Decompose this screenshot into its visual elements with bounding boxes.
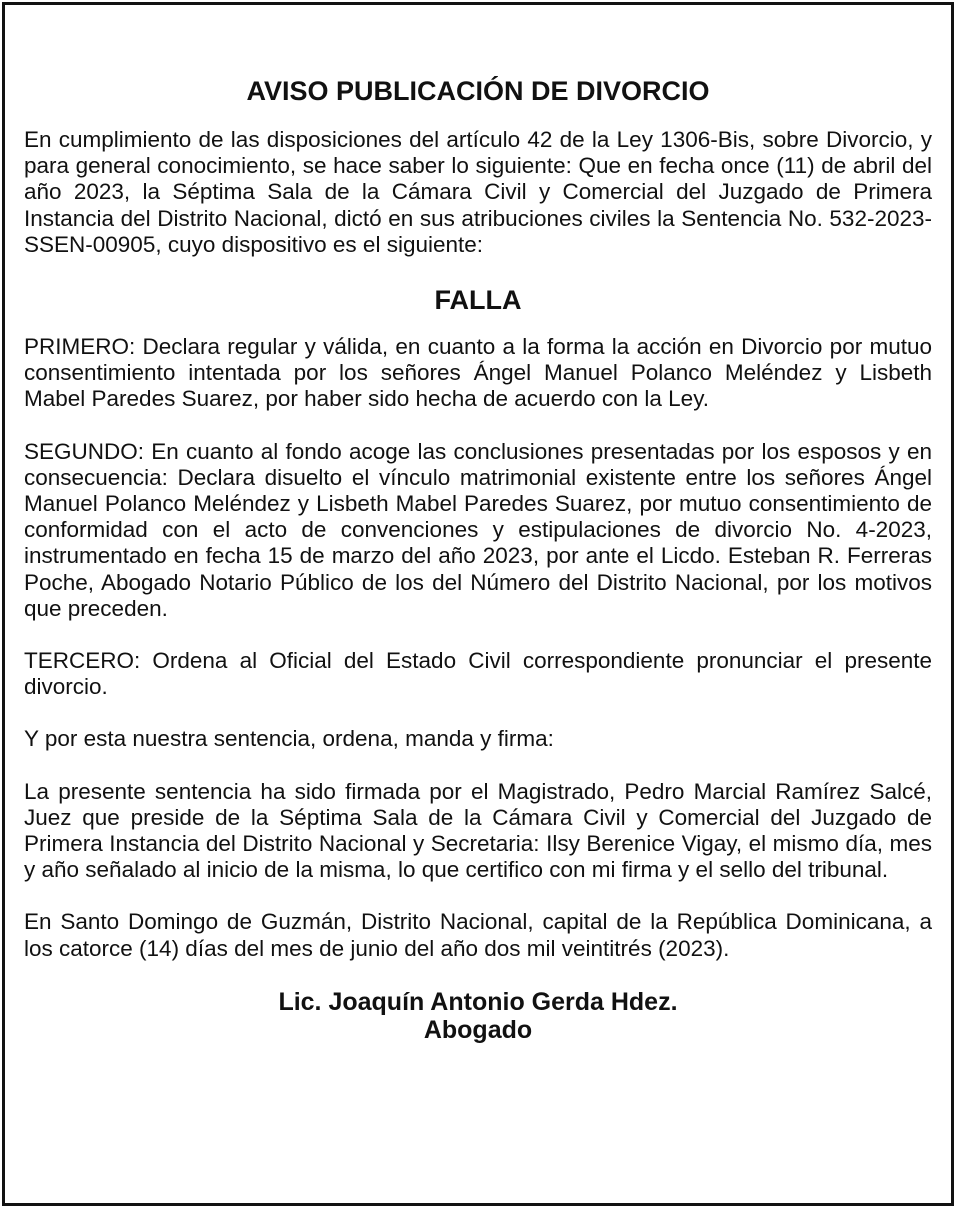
- segundo-paragraph: SEGUNDO: En cuanto al fondo acoge las conclusiones presentadas por los esposos y en consecuencia: Declara disuelto el vínculo matrimonial existente entre los señores Ángel Manuel Polanco Meléndez y Lisbeth Mabel Paredes Suarez, por mutuo consentimiento de conformidad con el acto de convenciones y estipulaciones de divorcio No. 4-2023, instrumentado en fecha 15 de marzo del año 2023, por ante el Licdo. Esteban R. Ferreras Poche, Abogado Notario Público de los del Número del Distrito Nacional, por los motivos que preceden.: [24, 438, 932, 621]
- notice-title: AVISO PUBLICACIÓN DE DIVORCIO: [246, 76, 710, 106]
- signature-block: [24, 988, 932, 1044]
- falla-heading: FALLA: [434, 285, 522, 316]
- firmada-paragraph: La presente sentencia ha sido firmada por el Magistrado, Pedro Marcial Ramírez Salcé, Juez que preside de la Séptima Sala de la Cámara Civil y Comercial del Juzgado de Primera Instancia del Distrito Nacional y Secretaria: Ilsy Berenice Vigay, el mismo día, mes y año señalado al inicio de la misma, lo que certifico con mi firma y el sello del tribunal.: [24, 778, 932, 883]
- signature-role: Abogado: [423, 1015, 533, 1044]
- ordena-paragraph: Y por esta nuestra sentencia, ordena, manda y firma:: [24, 726, 554, 752]
- tercero-paragraph: TERCERO: Ordena al Oficial del Estado Civil correspondiente pronunciar el presente divorcio.: [24, 648, 932, 700]
- place-date-paragraph: En Santo Domingo de Guzmán, Distrito Nacional, capital de la República Dominicana, a los catorce (14) días del mes de junio del año dos mil veintitrés (2023).: [24, 909, 932, 961]
- intro-paragraph: En cumplimiento de las disposiciones del artículo 42 de la Ley 1306-Bis, sobre Divorcio, y para general conocimiento, se hace saber lo siguiente: Que en fecha once (11) de abril del año 2023, la Séptima Sala de la Cámara Civil y Comercial del Juzgado de Primera Instancia del Distrito Nacional, dictó en sus atribuciones civiles la Sentencia No. 532-2023-SSEN-00905, cuyo dispositivo es el siguiente:: [24, 127, 932, 257]
- notice-body: [24, 75, 932, 1044]
- notice-border: [2, 2, 954, 1206]
- signature-name: Lic. Joaquín Antonio Gerda Hdez.: [278, 987, 678, 1016]
- primero-paragraph: PRIMERO: Declara regular y válida, en cuanto a la forma la acción en Divorcio por mutuo consentimiento intentada por los señores Ángel Manuel Polanco Meléndez y Lisbeth Mabel Paredes Suarez, por haber sido hecha de acuerdo con la Ley.: [24, 334, 932, 412]
